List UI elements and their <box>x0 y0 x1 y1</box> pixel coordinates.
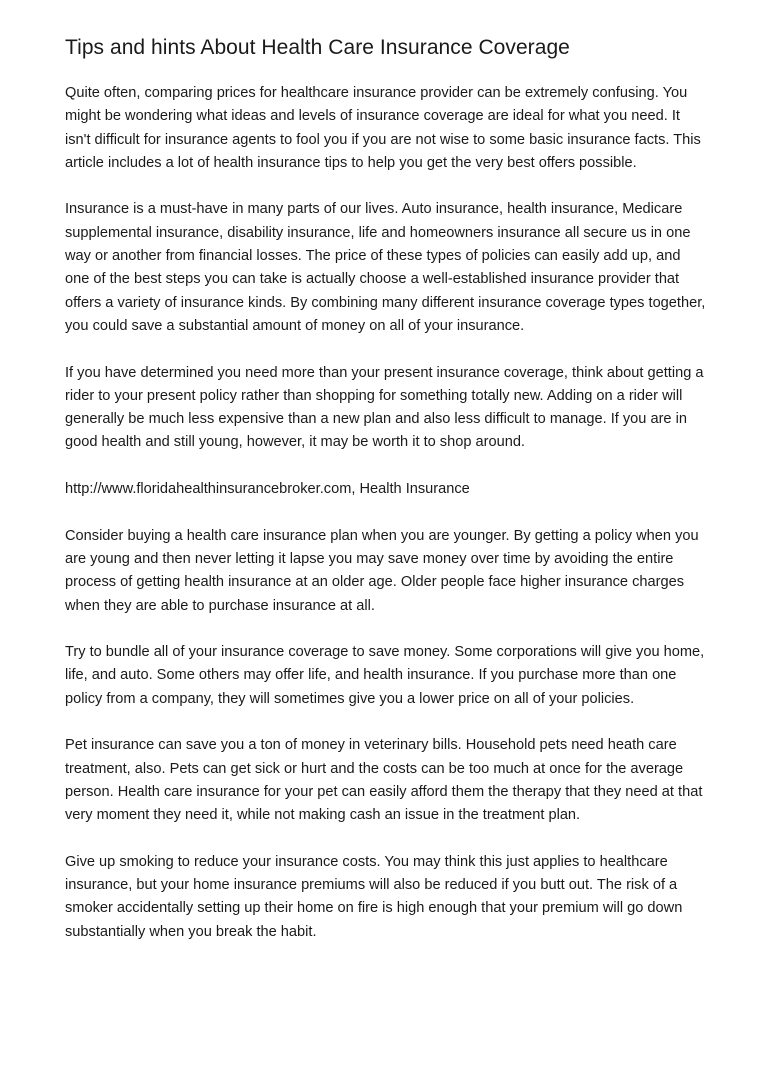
paragraph-younger: Consider buying a health care insurance plan when you are younger. By getting a policy when you are young and then never letting it lapse you may save money over time by avoiding the entire process of getting health insurance at an older age. Older people face higher insurance charges when they are able to purchase insurance at all. <box>65 527 699 614</box>
paragraph-intro: Quite often, comparing prices for healthcare insurance provider can be extremely confusing. You might be wondering what ideas and levels of insurance coverage are ideal for what you need. It isn't difficult for insurance agents to fool you if you are not wise to some basic insurance facts. This article includes a lot of health insurance tips to help you get the very best offers possible. <box>65 85 701 171</box>
paragraph-smoking: Give up smoking to reduce your insurance costs. You may think this just applies to healthcare insurance, but your home insurance premiums will also be reduced if you butt out. The risk of a smoker accidentally setting up their home on fire is high enough that your premium will go down substantially when you break the habit. <box>65 853 683 940</box>
document-title: Tips and hints About Health Care Insurance Coverage <box>65 36 570 59</box>
paragraph-must-have: Insurance is a must-have in many parts of our lives. Auto insurance, health insurance, Medicare supplemental insurance, disability insurance, life and homeowners insurance all secure us in one way or another from financial losses. The price of these types of policies can easily add up, and one of the best steps you can take is actually choose a well-established insurance provider that offers a variety of insurance kinds. By combining many different insurance coverage types together, you could save a substantial amount of money on all of your insurance. <box>65 201 706 334</box>
paragraph-link: http://www.floridahealthinsurancebroker.com, Health Insurance <box>65 481 470 498</box>
paragraph-pet: Pet insurance can save you a ton of money in veterinary bills. Household pets need heath care treatment, also. Pets can get sick or hurt and the costs can be too much at once for the average person. Health care insurance for your pet can easily afford them the therapy that they need at that very moment they need it, while not making cash an issue in the treatment plan. <box>65 737 703 824</box>
paragraph-rider: If you have determined you need more than your present insurance coverage, think about getting a rider to your present policy rather than shopping for something totally new. Adding on a rider will generally be much less expensive than a new plan and also less difficult to manage. If you are in good health and still young, however, it may be worth it to shop around. <box>65 364 704 451</box>
paragraph-bundle: Try to bundle all of your insurance coverage to save money. Some corporations will give you home, life, and auto. Some others may offer life, and health insurance. If you purchase more than one policy from a company, they will sometimes give you a lower price on all of your policies. <box>65 644 705 707</box>
